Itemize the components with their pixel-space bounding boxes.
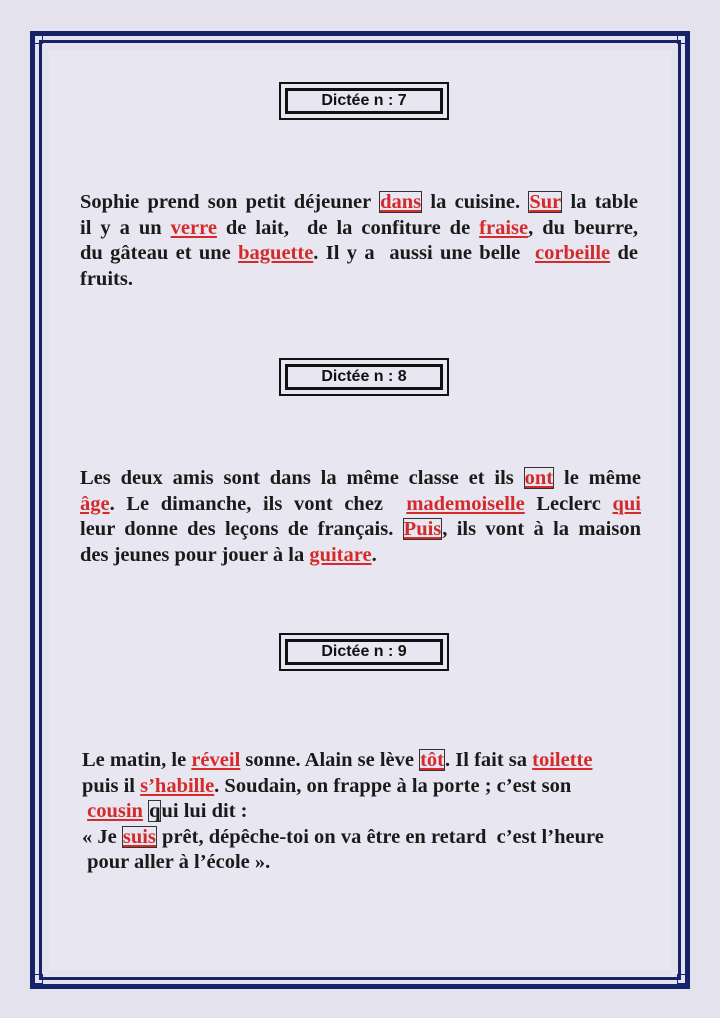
text-segment: Le matin, le [82,749,192,771]
text-line [80,543,641,569]
highlighted-word: qui [612,492,641,515]
boxed-word: tôt [420,749,445,771]
corner-ornament [677,974,687,984]
text-segment: ui lui dit : [161,800,248,822]
corner-ornament [33,974,43,984]
text-segment: Leclerc [524,492,613,515]
highlighted-word: verre [170,216,217,239]
text-segment: le même [554,467,641,489]
dictee-9-text [82,748,642,876]
text-segment: . Le dimanche, ils vont chez [109,492,407,515]
text-segment: fruits. [80,267,133,290]
text-segment: prêt, dépêche-toi on va être en retard c’est l’heure [156,825,604,848]
dictee-8-text [80,466,641,568]
corner-ornament [677,34,687,44]
boxed-word: dans [380,191,422,213]
text-segment: de lait, de la confiture de [216,216,480,239]
highlighted-word: mademoiselle [406,492,525,515]
dictee-7-title-box [279,82,449,120]
text-line [80,517,641,543]
text-segment: puis il [82,774,141,797]
dictee-7-text [80,190,638,292]
text-segment: de [610,242,638,264]
highlighted-word: âge [80,492,110,515]
text-segment: pour aller à l’école ». [82,851,271,873]
text-line [82,748,642,774]
text-segment: , ils vont à la maison [442,518,641,540]
text-line [80,190,638,216]
dictee-8-title-box [279,358,449,396]
text-segment: la table [562,191,638,213]
text-line [82,850,642,876]
boxed-word: q [149,800,161,822]
text-segment: sonne. Alain se lève [240,749,420,771]
text-line [80,466,641,492]
dictee-9-title: Dictée n : 9 [285,639,443,665]
text-segment: « Je [82,825,122,848]
text-line [80,492,641,518]
text-segment: , du beurre, [528,216,638,239]
highlighted-word: guitare [309,543,372,566]
boxed-word: ont [524,467,554,489]
text-segment: leur donne des leçons de français. [80,518,403,540]
highlighted-word: corbeille [535,242,611,264]
text-segment: Les deux amis sont dans la même classe et ils [80,467,524,489]
text-segment: Sophie prend son petit déjeuner [80,191,380,213]
highlighted-word: réveil [191,749,241,771]
highlighted-word: baguette [238,242,314,264]
highlighted-word: toilette [532,749,593,771]
text-segment: la cuisine. [422,191,529,213]
text-segment: . Soudain, on frappe à la porte ; c’est son [214,774,572,797]
text-segment: du gâteau et une [80,242,239,264]
text-segment: des jeunes pour jouer à la [80,543,310,566]
highlighted-word: fraise [479,216,529,239]
text-line [80,267,638,293]
text-line [80,216,638,242]
dictee-7-title: Dictée n : 7 [285,88,443,114]
text-segment: . Il y a aussi une belle [313,242,535,264]
text-segment: il y a un [80,216,171,239]
boxed-word: suis [122,825,156,848]
corner-ornament [33,34,43,44]
dictee-8-title: Dictée n : 8 [285,364,443,390]
highlighted-word: cousin [87,800,143,822]
text-line [82,825,642,851]
boxed-word: Sur [529,191,562,213]
text-line [82,774,642,800]
text-segment: . Il fait sa [445,749,533,771]
text-line [82,799,642,825]
dictee-9-title-box [279,633,449,671]
text-line [80,241,638,267]
boxed-word: Puis [403,518,442,540]
text-segment: . [371,543,377,566]
highlighted-word: s’habille [140,774,215,797]
